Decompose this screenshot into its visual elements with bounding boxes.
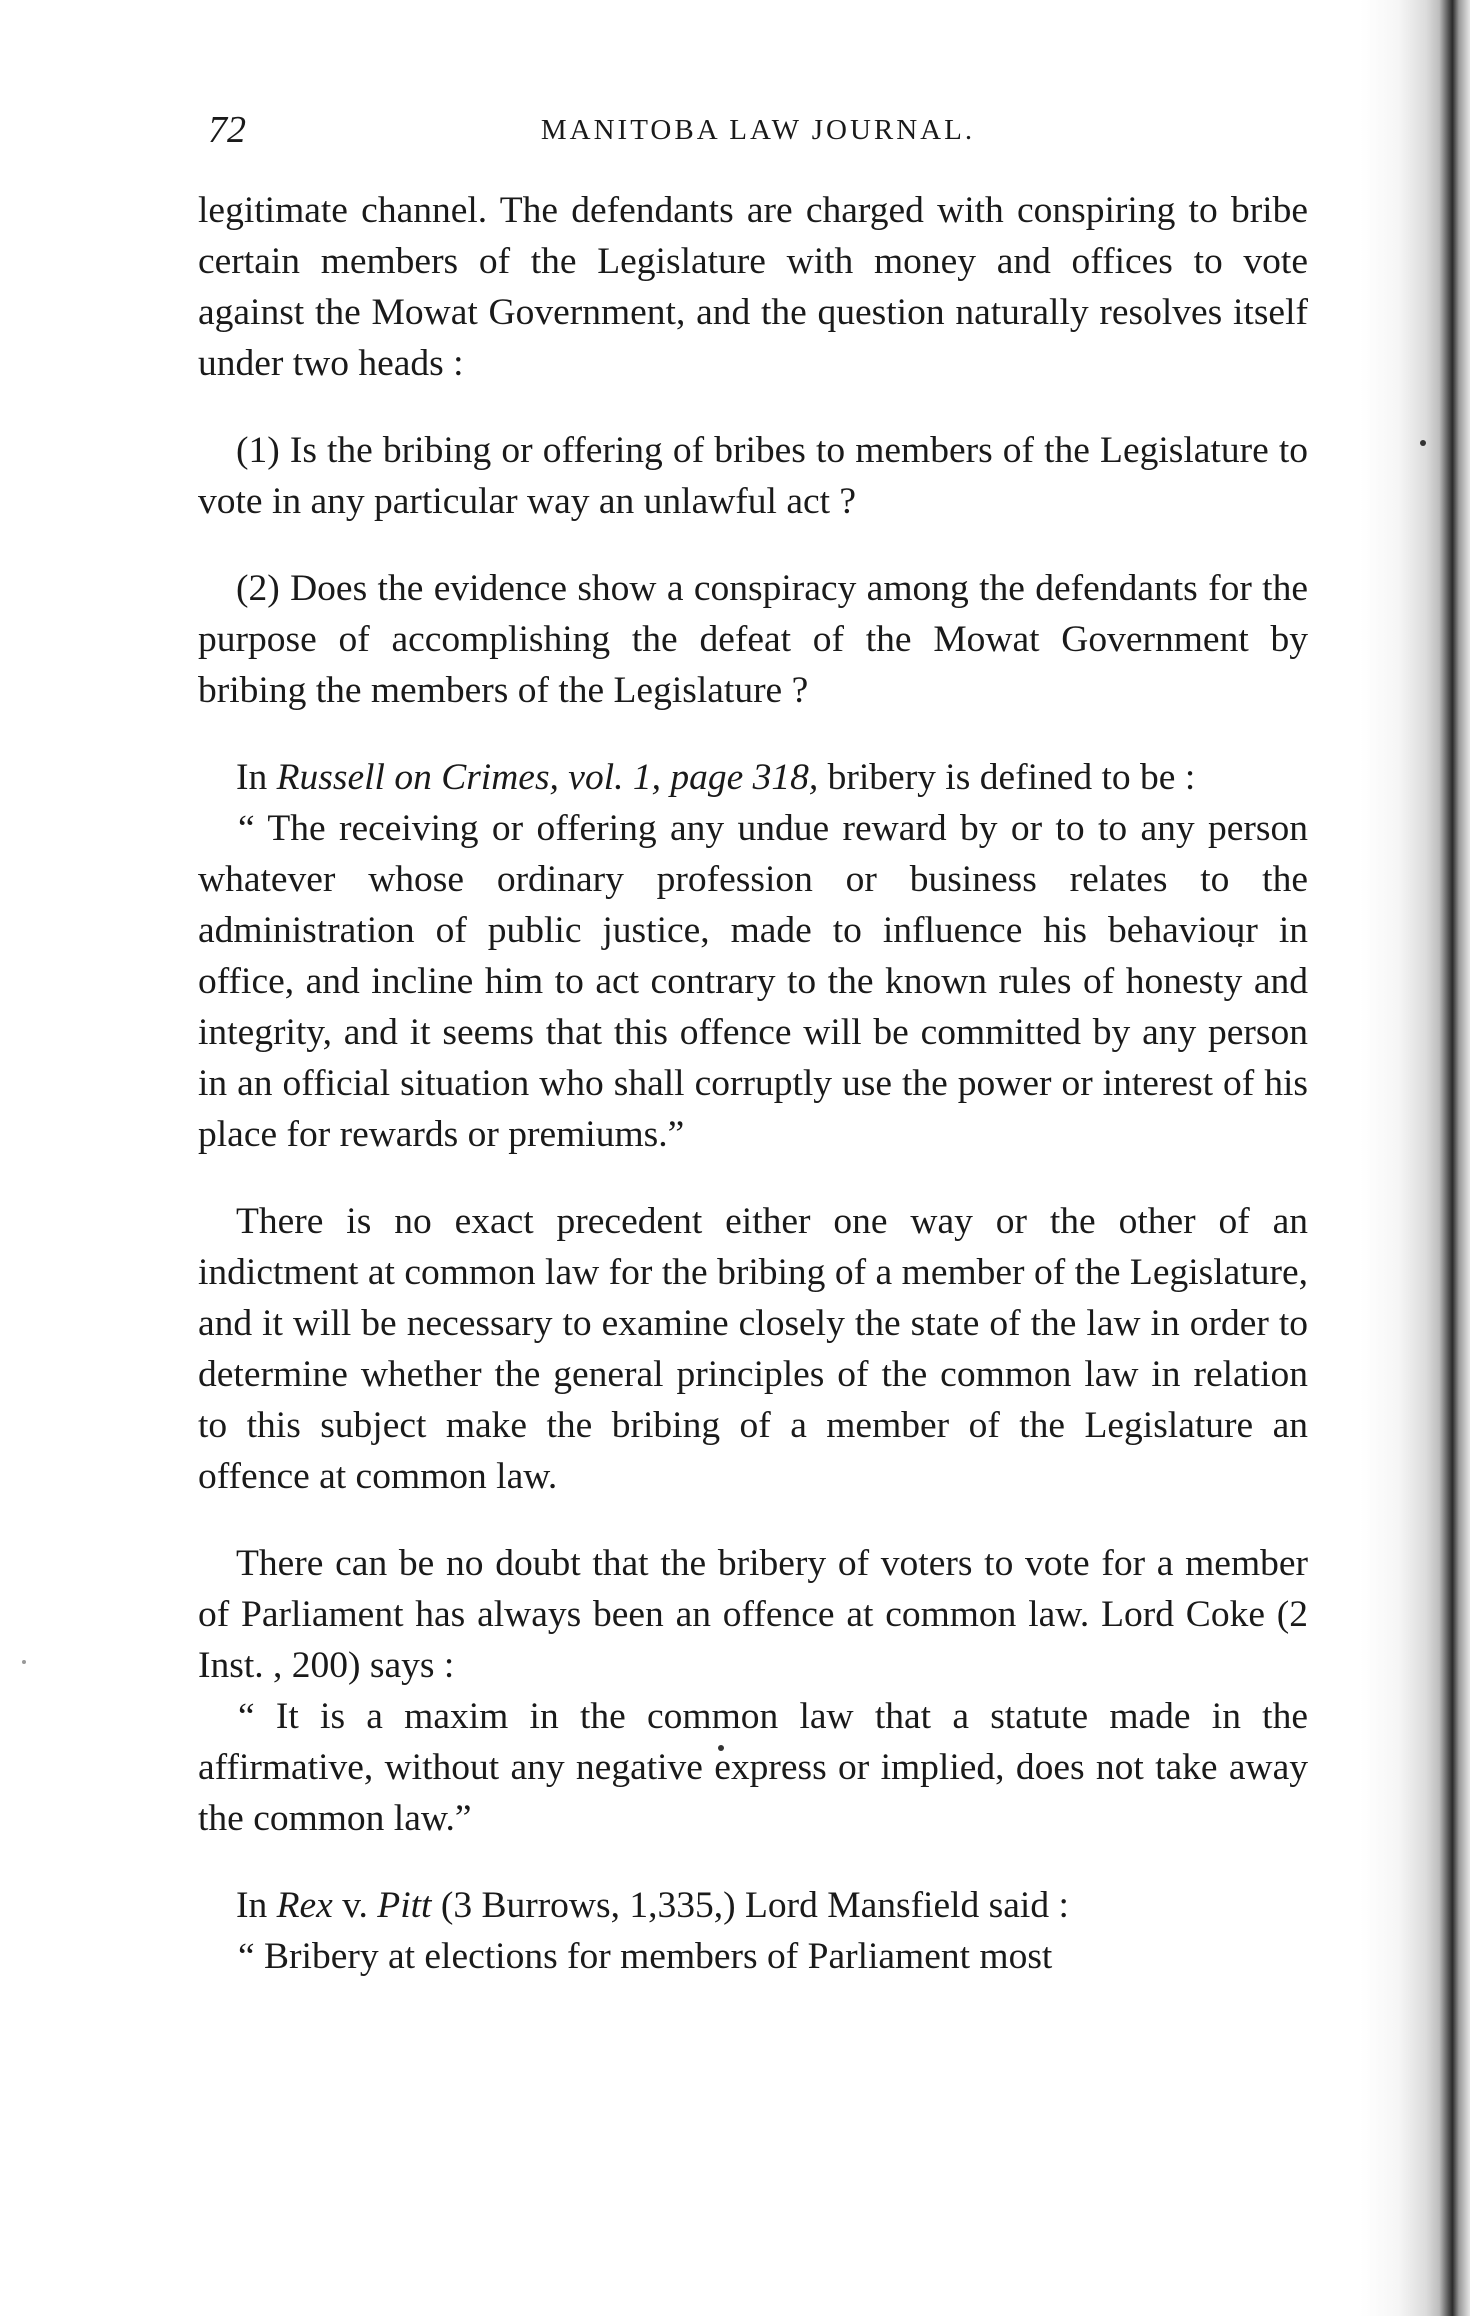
case-name: Rex	[276, 1885, 333, 1926]
text-run: bribery is defined to be :	[818, 757, 1196, 798]
body-text	[198, 185, 1308, 1982]
page-number: 72	[208, 109, 246, 151]
page-header	[198, 108, 1318, 158]
binding-gutter	[1360, 0, 1470, 2316]
running-head: MANITOBA LAW JOURNAL.	[540, 114, 976, 146]
paragraph: (1) Is the bribing or offering of bribes to members of the Legislature to vote in any particular way an unlawful act ?	[198, 430, 1308, 522]
paragraph: There is no exact precedent either one way or the other of an indictment at common law for the bribing of a member of the Legislature, and it will be necessary to examine closely the state of the law in order to determine whether the general principles of the common law in relation to this subject make the bribing of a member of the Legislature an offence at common law.	[198, 1201, 1308, 1497]
paragraph: legitimate channel. The defendants are charged with conspiring to bribe certain members of the Legislature with money and offices to vote against the Mowat Government, and the question naturally resolves itself under two heads :	[198, 190, 1308, 384]
ink-speck	[22, 1660, 26, 1664]
text-run: In	[236, 757, 277, 798]
block-quote: “ Bribery at elections for members of Parliament most	[238, 1936, 1053, 1977]
paragraph	[198, 752, 1308, 803]
block-quote: “ The receiving or offering any undue reward by or to to any person whatever whose ordinary profession or business relates to the administration of public justice, made to influence his behaviour in office, and incline him to act contrary to the known rules of honesty and integrity, and it seems that this offence will be committed by any person in an official situation who shall corruptly use the power or interest of his place for rewards or premiums.”	[198, 808, 1308, 1155]
ink-speck	[1420, 440, 1426, 446]
paragraph: (2) Does the evidence show a conspiracy among the defendants for the purpose of accomplishing the defeat of the Mowat Government by bribing the members of the Legislature ?	[198, 568, 1308, 711]
paragraph: There can be no doubt that the bribery of voters to vote for a member of Parliament has always been an offence at common law. Lord Coke (2 Inst. , 200) says :	[198, 1543, 1308, 1686]
text-run: (3 Burrows, 1,335,) Lord Mansfield said :	[431, 1885, 1069, 1926]
case-name: Pitt	[377, 1885, 432, 1926]
text-run: In	[236, 1885, 277, 1926]
citation: Russell on Crimes, vol. 1, page 318,	[276, 757, 819, 798]
text-run: v.	[332, 1885, 378, 1926]
paragraph	[198, 1880, 1308, 1931]
block-quote: “ It is a maxim in the common law that a statute made in the affirmative, without any negative express or implied, does not take away the common law.”	[198, 1696, 1308, 1839]
